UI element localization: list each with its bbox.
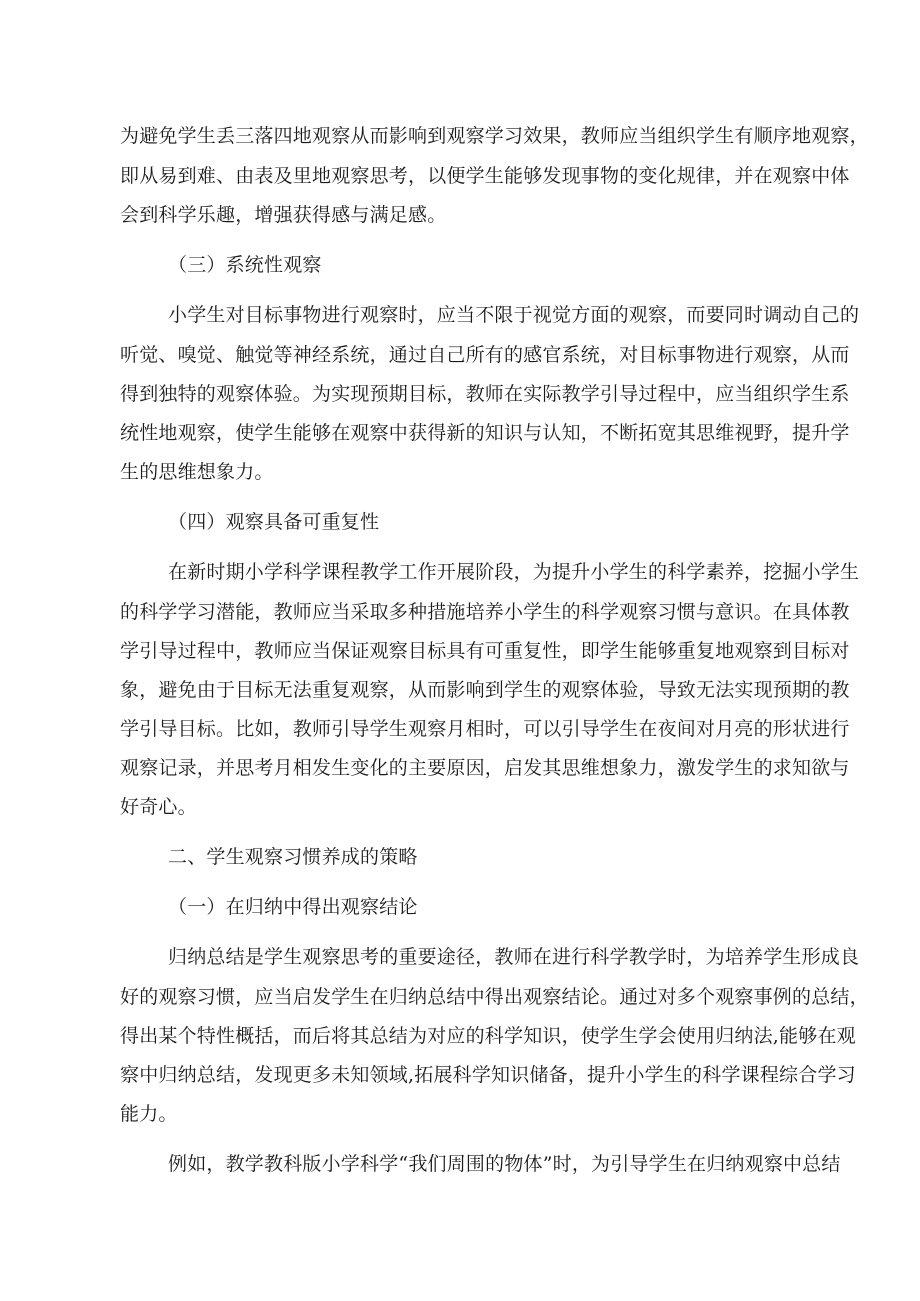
- document-page: 为避免学生丢三落四地观察从而影响到观察学习效果，教师应当组织学生有顺序地观察， 即从易到难、由表及里地观察思考，以便学生能够发现事物的变化规律，并在观察中体 会到科学乐趣，增强获得感与满足感。 （三）系统性观察 小学生对目标事物进行观察时，应当不限于视觉方面的观察，而要同时调动自己的 听觉、嗅觉、触觉等神经系统，通过自己所有的感官系统，对目标事物进行观察，从而 得到独特的观察体验。为实现预期目标，教师在实际教学引导过程中，应当组织学生系 统性地观察，使学生能够在观察中获得新的知识与认知，不断拓宽其思维视野，提升学 生的思维想象力。 （四）观察具备可重复性 在新时期小学科学课程教学工作开展阶段，为提升小学生的科学素养，挖掘小学生 的科学学习潜能，教师应当采取多种措施培养小学生的科学观察习惯与意识。在具体教 学引导过程中，教师应当保证观察目标具有可重复性，即学生能够重复地观察到目标对 象，避免由于目标无法重复观察，从而影响到学生的观察体验，导致无法实现预期的教 学引导目标。比如，教师引导学生观察月相时，可以引导学生在夜间对月亮的形状进行 观察记录，并思考月相发生变化的主要原因，启发其思维想象力，激发学生的求知欲与 好奇心。 二、学生观察习惯养成的策略 （一）在归纳中得出观察结论 归纳总结是学生观察思考的重要途径，教师在进行科学教学时，为培养学生形成良 好的观察习惯，应当启发学生在归纳总结中得出观察结论。通过对多个观察事例的总结， 得出某个特性概括，而后将其总结为对应的科学知识，使学生学会使用归纳法,能够在观 察中归纳总结，发现更多未知领域,拓展科学知识储备，提升小学生的科学课程综合学习 能力。 例如，教学教科版小学科学“我们周围的物体”时，为引导学生在归纳观察中总结: [120, 125, 869, 1175]
